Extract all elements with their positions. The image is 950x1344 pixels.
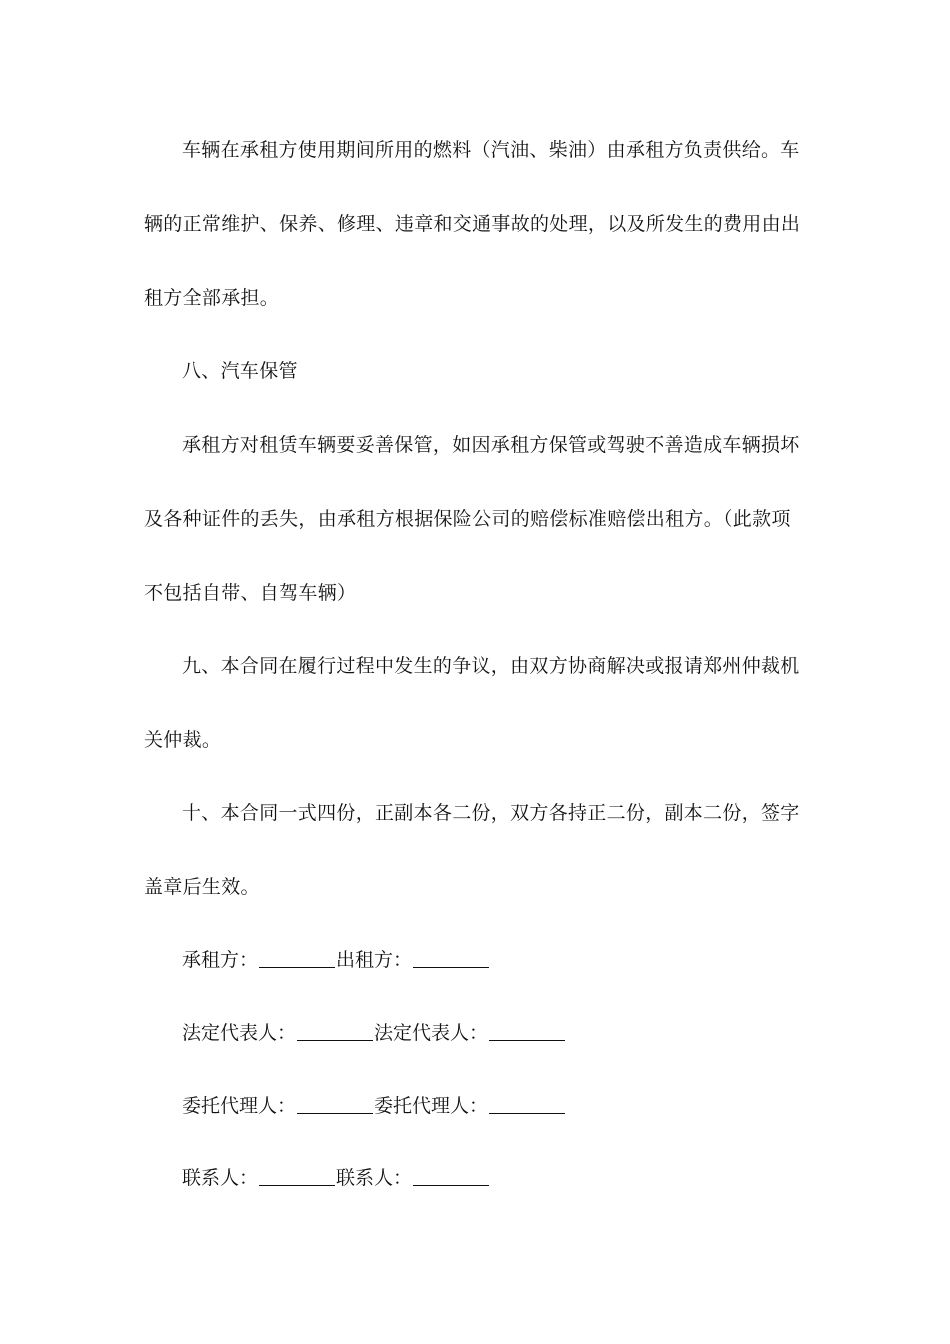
lessee-contact-blank-field[interactable] — [259, 1167, 335, 1186]
paragraph-custody-line-2: 及各种证件的丢失，由承租方根据保险公司的赔偿标准赔偿出租方。（此款项 — [144, 508, 791, 530]
lessor-label: 出租方： — [336, 949, 413, 971]
clause-dispute-line-1: 九、本合同在履行过程中发生的争议，由双方协商解决或报请郑州仲裁机 — [182, 655, 800, 677]
signature-row-contact — [182, 1166, 490, 1190]
paragraph-custody-line-3: 不包括自带、自驾车辆） — [144, 582, 357, 604]
signature-row-agent — [182, 1094, 566, 1118]
lessor-contact-label: 联系人： — [336, 1167, 413, 1189]
lessor-agent-label: 委托代理人： — [374, 1095, 489, 1117]
signature-row-legal-rep — [182, 1021, 566, 1045]
lessor-legal-rep-label: 法定代表人： — [374, 1022, 489, 1044]
signature-row-parties — [182, 948, 490, 972]
lessee-blank-field[interactable] — [259, 949, 335, 968]
lessor-agent-blank-field[interactable] — [489, 1095, 565, 1114]
clause-dispute-line-2: 关仲裁。 — [144, 729, 222, 751]
lessee-contact-label: 联系人： — [182, 1167, 259, 1189]
lessee-legal-rep-blank-field[interactable] — [297, 1022, 373, 1041]
clause-copies-line-2: 盖章后生效。 — [144, 876, 260, 898]
lessee-label: 承租方： — [182, 949, 259, 971]
paragraph-fuel-line-1: 车辆在承租方使用期间所用的燃料（汽油、柴油）由承租方负责供给。车 — [182, 139, 800, 161]
paragraph-custody-line-1: 承租方对租赁车辆要妥善保管，如因承租方保管或驾驶不善造成车辆损坏 — [182, 434, 800, 456]
lessee-agent-blank-field[interactable] — [297, 1095, 373, 1114]
lessee-agent-label: 委托代理人： — [182, 1095, 297, 1117]
lessee-legal-rep-label: 法定代表人： — [182, 1022, 297, 1044]
paragraph-fuel-line-3: 租方全部承担。 — [144, 287, 280, 309]
lessor-blank-field[interactable] — [413, 949, 489, 968]
lessor-contact-blank-field[interactable] — [413, 1167, 489, 1186]
clause-copies-line-1: 十、本合同一式四份，正副本各二份，双方各持正二份，副本二份，签字 — [182, 802, 800, 824]
section-heading-vehicle-custody: 八、汽车保管 — [182, 360, 298, 382]
paragraph-fuel-line-2: 辆的正常维护、保养、修理、违章和交通事故的处理，以及所发生的费用由出 — [144, 213, 801, 235]
lessor-legal-rep-blank-field[interactable] — [489, 1022, 565, 1041]
